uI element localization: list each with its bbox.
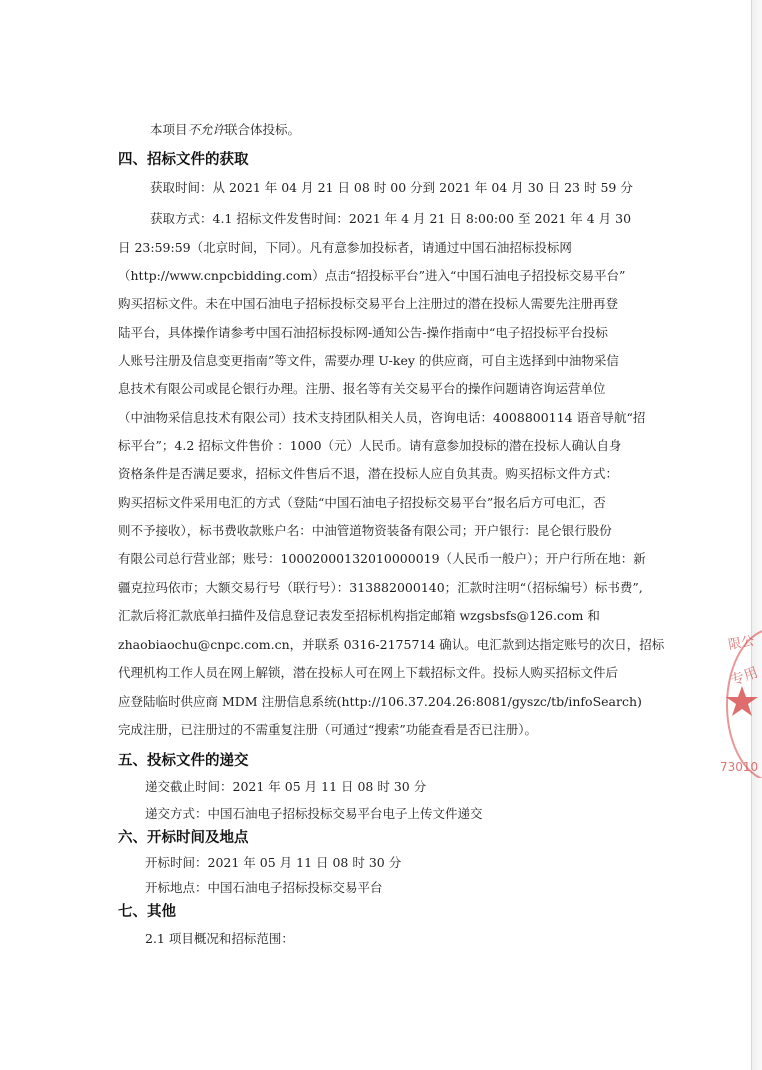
obtain-method-line: 人账号注册及信息变更指南”等文件，需要办理 U-key 的供应商，可自主选择到中油物采信 <box>118 353 619 368</box>
section-7-heading: 七、其他 <box>118 904 176 920</box>
obtain-method-line: 有限公司总行营业部；账号：10002000132010000019（人民币一般户）；开户行所在地：新 <box>118 551 646 566</box>
obtain-method-line: 购买招标文件。未在中国石油电子招标投标交易平台上注册过的潜在投标人需要先注册再登 <box>118 296 619 311</box>
section-6-heading: 六、开标时间及地点 <box>118 830 249 846</box>
page-shadow <box>752 0 762 1070</box>
obtain-method-line: （http://www.cnpcbidding.com）点击“招投标平台”进入“中国石油电子招投标交易平台” <box>118 268 626 283</box>
seal-text-top: 限公 <box>727 633 756 654</box>
obtain-method-line: 资格条件是否满足要求，招标文件售后不退，潜在投标人应自负其责。购买招标文件方式： <box>118 466 619 481</box>
obtain-method-line: 应登陆临时供应商 MDM 注册信息系统(http://106.37.204.26:8081/gyszc/tb/infoSearch) <box>118 694 642 709</box>
obtain-method-line: 完成注册，已注册过的不需重复注册（可通过“搜索”功能查看是否已注册）。 <box>118 722 538 737</box>
section-4-heading: 四、招标文件的获取 <box>118 152 249 168</box>
open-place-text: 开标地点：中国石油电子招标投标交易平台 <box>145 880 383 895</box>
submit-deadline-text: 递交截止时间：2021 年 05 月 11 日 08 时 30 分 <box>145 779 427 794</box>
obtain-method-line: 息技术有限公司或昆仑银行办理。注册、报名等有关交易平台的操作问题请咨询运营单位 <box>118 381 606 396</box>
open-time-text: 开标时间：2021 年 05 月 11 日 08 时 30 分 <box>145 855 402 870</box>
obtain-method-line: 则不予接收），标书费收款账户名：中油管道物资装备有限公司；开户银行：昆仑银行股份 <box>118 523 612 538</box>
item-2-1-text: 2.1 项目概况和招标范围： <box>145 931 294 946</box>
seal-star-icon <box>724 684 760 720</box>
obtain-method-line: 疆克拉玛依市；大额交易行号（联行号）：313882000140；汇款时注明“（招标编号）标书费”, <box>118 580 643 595</box>
obtain-method-line: zhaobiaochu@cnpc.com.cn，并联系 0316-2175714 确认。电汇款到达指定账号的次日，招标 <box>118 637 665 652</box>
obtain-method-line: 标平台”；4.2 招标文件售价 ：1000（元）人民币。请有意参加投标的潜在投标人确认自身 <box>118 438 622 453</box>
seal-text-mid: 专用 <box>728 664 761 690</box>
obtain-method-line: 代理机构工作人员在网上解锁，潜在投标人可在网上下载招标文件。投标人购买招标文件后 <box>118 665 619 680</box>
obtain-method-line: 陆平台，具体操作请参考中国石油招标投标网-通知公告-操作指南中“电子招投标平台投标 <box>118 325 608 340</box>
joint-bid-paragraph: 本项目不允许联合体投标。 <box>150 122 301 137</box>
obtain-method-line: 日 23:59:59（北京时间，下同）。凡有意参加投标者，请通过中国石油招标投标网 <box>118 240 572 255</box>
submit-method-text: 递交方式：中国石油电子招标投标交易平台电子上传文件递交 <box>145 806 483 821</box>
official-seal-stamp <box>718 628 762 778</box>
section-5-heading: 五、投标文件的递交 <box>118 753 249 769</box>
obtain-method-line: 获取方式：4.1 招标文件发售时间：2021 年 4 月 21 日 8:00:00 至 2021 年 4 月 30 <box>150 211 632 226</box>
seal-number: 73010 <box>720 760 759 774</box>
obtain-method-line: （中油物采信息技术有限公司）技术支持团队相关人员，咨询电话：4008800114 语音导航“招 <box>118 410 646 425</box>
obtain-time-text: 获取时间：从 2021 年 04 月 21 日 08 时 00 分到 2021 年 04 月 30 日 23 时 59 分 <box>150 180 633 195</box>
emphasis-text: 不允许 <box>187 122 226 137</box>
obtain-method-line: 购买招标文件采用电汇的方式（登陆“中国石油电子招投标交易平台”报名后方可电汇，否 <box>118 495 606 510</box>
obtain-method-line: 汇款后将汇款底单扫描件及信息登记表发至招标机构指定邮箱 wzgsbsfs@126.com 和 <box>118 608 600 623</box>
